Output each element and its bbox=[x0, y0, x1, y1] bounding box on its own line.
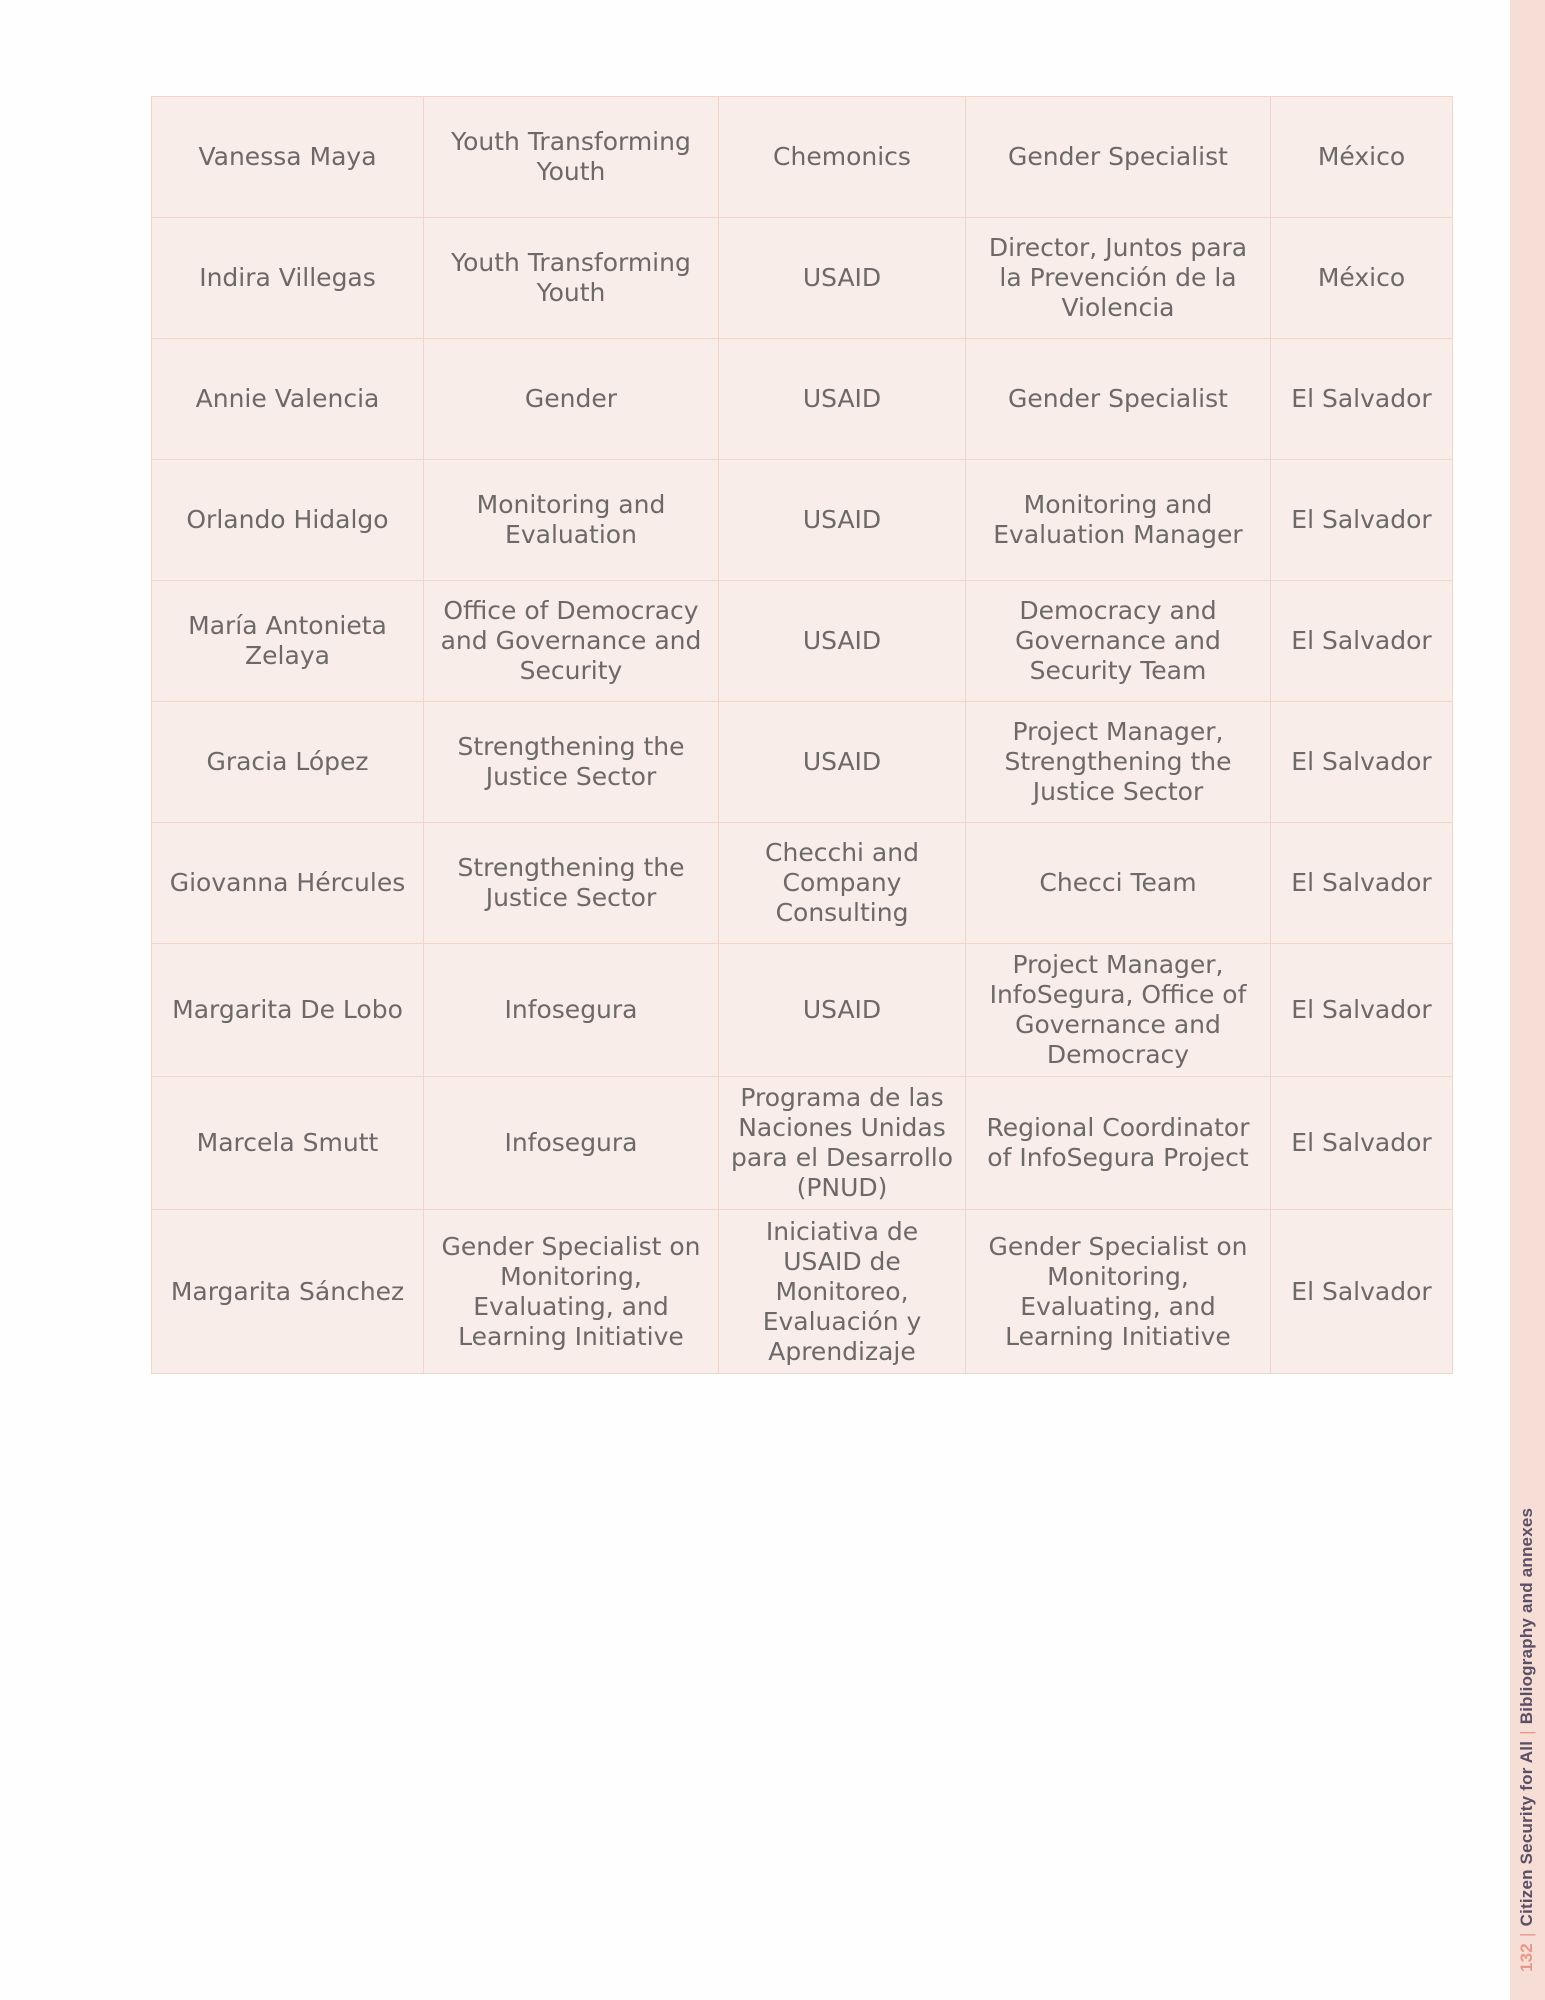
contact-name: Indira Villegas bbox=[152, 218, 424, 339]
contact-name: Giovanna Hércules bbox=[152, 823, 424, 944]
contact-program: Gender bbox=[424, 339, 719, 460]
contact-organization: USAID bbox=[719, 702, 966, 823]
contact-organization: Programa de las Naciones Unidas para el Desarrollo (PNUD) bbox=[719, 1077, 966, 1210]
contacts-table bbox=[151, 96, 1453, 1374]
contact-program: Youth Transforming Youth bbox=[424, 97, 719, 218]
contact-country: México bbox=[1271, 97, 1453, 218]
contact-organization: Iniciativa de USAID de Monitoreo, Evaluación y Aprendizaje bbox=[719, 1210, 966, 1374]
contact-country: El Salvador bbox=[1271, 1210, 1453, 1374]
contact-country: El Salvador bbox=[1271, 581, 1453, 702]
contact-name: Orlando Hidalgo bbox=[152, 460, 424, 581]
contact-name: Annie Valencia bbox=[152, 339, 424, 460]
contact-program: Strengthening the Justice Sector bbox=[424, 823, 719, 944]
contact-position: Regional Coordinator of InfoSegura Project bbox=[966, 1077, 1271, 1210]
contact-program: Office of Democracy and Governance and Security bbox=[424, 581, 719, 702]
contact-position: Gender Specialist bbox=[966, 339, 1271, 460]
contact-position: Gender Specialist bbox=[966, 97, 1271, 218]
table-row bbox=[152, 218, 1453, 339]
contact-organization: USAID bbox=[719, 218, 966, 339]
contact-position: Gender Specialist on Monitoring, Evaluating, and Learning Initiative bbox=[966, 1210, 1271, 1374]
contact-organization: USAID bbox=[719, 339, 966, 460]
table-row bbox=[152, 1210, 1453, 1374]
table-row bbox=[152, 702, 1453, 823]
contact-organization: Checchi and Company Consulting bbox=[719, 823, 966, 944]
contact-name: Margarita Sánchez bbox=[152, 1210, 424, 1374]
table-row bbox=[152, 339, 1453, 460]
table-row bbox=[152, 581, 1453, 702]
contact-country: El Salvador bbox=[1271, 339, 1453, 460]
contact-name: Vanessa Maya bbox=[152, 97, 424, 218]
running-footer bbox=[1517, 1508, 1537, 1972]
contact-program: Strengthening the Justice Sector bbox=[424, 702, 719, 823]
table-row bbox=[152, 823, 1453, 944]
contact-position: Project Manager, Strengthening the Justice Sector bbox=[966, 702, 1271, 823]
contact-organization: USAID bbox=[719, 460, 966, 581]
contact-country: México bbox=[1271, 218, 1453, 339]
contact-country: El Salvador bbox=[1271, 944, 1453, 1077]
page-number: 132 bbox=[1517, 1943, 1536, 1972]
table-row bbox=[152, 944, 1453, 1077]
contact-country: El Salvador bbox=[1271, 823, 1453, 944]
footer-separator: | bbox=[1517, 1932, 1536, 1938]
contact-country: El Salvador bbox=[1271, 702, 1453, 823]
table-row bbox=[152, 1077, 1453, 1210]
contact-position: Project Manager, InfoSegura, Office of Governance and Democracy bbox=[966, 944, 1271, 1077]
contact-country: El Salvador bbox=[1271, 460, 1453, 581]
contact-position: Director, Juntos para la Prevención de la Violencia bbox=[966, 218, 1271, 339]
contact-name: Gracia López bbox=[152, 702, 424, 823]
contact-position: Monitoring and Evaluation Manager bbox=[966, 460, 1271, 581]
table-row bbox=[152, 460, 1453, 581]
contact-organization: USAID bbox=[719, 944, 966, 1077]
section-title: Bibliography and annexes bbox=[1517, 1507, 1536, 1725]
contact-program: Infosegura bbox=[424, 1077, 719, 1210]
report-title: Citizen Security for All bbox=[1517, 1740, 1536, 1927]
contact-position: Checci Team bbox=[966, 823, 1271, 944]
contact-name: María Antonieta Zelaya bbox=[152, 581, 424, 702]
footer-separator: | bbox=[1517, 1730, 1536, 1735]
contact-name: Margarita De Lobo bbox=[152, 944, 424, 1077]
contact-organization: USAID bbox=[719, 581, 966, 702]
table-row bbox=[152, 97, 1453, 218]
contact-organization: Chemonics bbox=[719, 97, 966, 218]
contact-name: Marcela Smutt bbox=[152, 1077, 424, 1210]
contact-program: Youth Transforming Youth bbox=[424, 218, 719, 339]
contact-program: Monitoring and Evaluation bbox=[424, 460, 719, 581]
contact-program: Infosegura bbox=[424, 944, 719, 1077]
contact-country: El Salvador bbox=[1271, 1077, 1453, 1210]
contact-program: Gender Specialist on Monitoring, Evaluating, and Learning Initiative bbox=[424, 1210, 719, 1374]
contact-position: Democracy and Governance and Security Team bbox=[966, 581, 1271, 702]
